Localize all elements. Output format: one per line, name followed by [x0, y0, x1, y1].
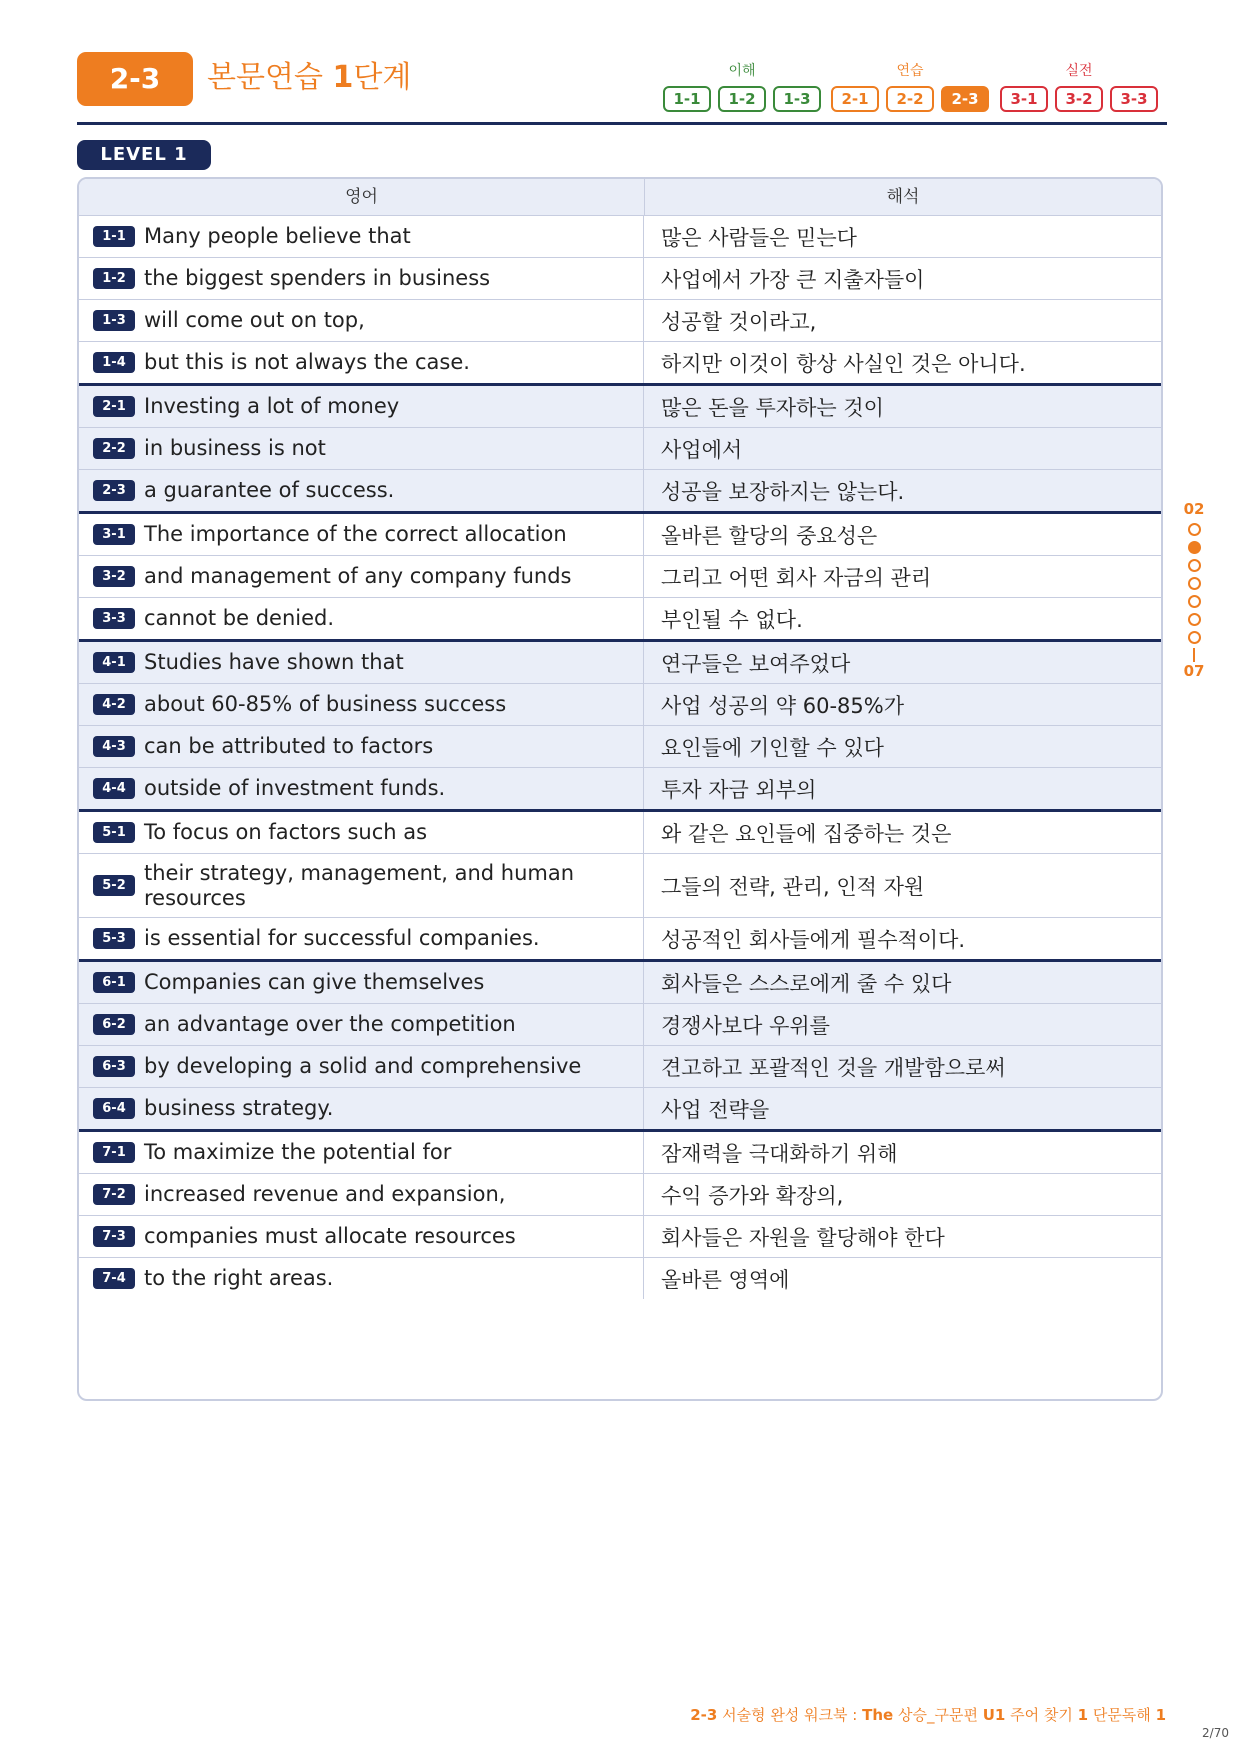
english-text: an advantage over the competition — [144, 1012, 516, 1036]
nav-button-2-3[interactable]: 2-3 — [941, 86, 989, 112]
table-row — [79, 216, 1161, 258]
english-text: outside of investment funds. — [144, 776, 446, 800]
active-dot-icon — [1188, 541, 1201, 554]
title-prefix: 본문연습 — [207, 60, 333, 95]
row-number-badge: 4-1 — [93, 652, 135, 673]
row-number-badge: 6-1 — [93, 972, 135, 993]
footer-unit: U1 — [982, 1706, 1006, 1724]
korean-text: 올바른 할당의 중요성은 — [661, 523, 878, 548]
row-number-badge: 7-3 — [93, 1226, 135, 1247]
footer-text-4: 단문독해 — [1088, 1706, 1156, 1724]
page-footer — [690, 1704, 1166, 1725]
table-row — [79, 1004, 1161, 1046]
table-row — [79, 918, 1161, 959]
sentence-group — [79, 639, 1161, 809]
korean-text: 사업 성공의 약 60-85%가 — [661, 693, 905, 718]
table-row — [79, 342, 1161, 383]
english-cell — [79, 962, 644, 1003]
table-row — [79, 726, 1161, 768]
korean-text: 회사들은 스스로에게 줄 수 있다 — [661, 971, 952, 996]
title-suffix: 단계 — [353, 60, 412, 95]
english-text: companies must allocate resources — [144, 1224, 516, 1248]
row-number-badge: 5-3 — [93, 928, 135, 949]
table-row — [79, 258, 1161, 300]
english-cell — [79, 216, 644, 257]
korean-text: 와 같은 요인들에 집중하는 것은 — [661, 821, 952, 846]
side-index-dots — [1183, 523, 1205, 644]
korean-text: 요인들에 기인할 수 있다 — [661, 735, 884, 760]
footer-text-2: 상승_구문편 — [893, 1706, 983, 1724]
english-text: To maximize the potential for — [144, 1140, 452, 1164]
row-number-badge: 6-4 — [93, 1098, 135, 1119]
english-text: Many people believe that — [144, 224, 411, 248]
row-number-badge: 7-1 — [93, 1142, 135, 1163]
side-index — [1183, 500, 1205, 680]
english-cell — [79, 1046, 644, 1087]
sentence-group — [79, 383, 1161, 511]
dot-icon — [1188, 613, 1201, 626]
row-number-badge: 2-2 — [93, 438, 135, 459]
english-text: increased revenue and expansion, — [144, 1182, 506, 1206]
korean-text: 그들의 전략, 관리, 인적 자원 — [661, 874, 925, 899]
row-number-badge: 6-3 — [93, 1056, 135, 1077]
table-row — [79, 1046, 1161, 1088]
header-divider — [77, 122, 1167, 125]
english-cell — [79, 1132, 644, 1173]
dot-icon — [1188, 595, 1201, 608]
english-cell — [79, 470, 644, 511]
english-cell — [79, 1216, 644, 1257]
table-row — [79, 1088, 1161, 1129]
sentence-group — [79, 959, 1161, 1129]
sentence-group — [79, 511, 1161, 639]
footer-brand: The — [862, 1706, 894, 1724]
english-cell — [79, 1088, 644, 1129]
nav-group-label: 이해 — [728, 63, 756, 79]
side-index-bar — [1193, 648, 1195, 662]
nav-button-1-2[interactable]: 1-2 — [718, 86, 766, 112]
korean-text: 부인될 수 없다. — [661, 607, 803, 632]
nav-group-label: 실전 — [1065, 63, 1093, 79]
nav-button-2-1[interactable]: 2-1 — [831, 86, 879, 112]
footer-code: 2-3 — [690, 1706, 718, 1724]
page-number: 2/70 — [1202, 1726, 1229, 1740]
english-text: Studies have shown that — [144, 650, 404, 674]
side-index-bottom: 07 — [1183, 662, 1205, 680]
korean-text: 경쟁사보다 우위를 — [661, 1013, 830, 1038]
korean-text: 사업에서 — [661, 437, 743, 462]
table-row — [79, 386, 1161, 428]
row-number-badge: 3-2 — [93, 566, 135, 587]
table-row — [79, 962, 1161, 1004]
english-text: the biggest spenders in business — [144, 266, 491, 290]
table-row — [79, 470, 1161, 511]
row-number-badge: 5-2 — [93, 875, 135, 896]
row-number-badge: 3-3 — [93, 608, 135, 629]
table-row — [79, 1174, 1161, 1216]
english-text: will come out on top, — [144, 308, 365, 332]
row-number-badge: 7-2 — [93, 1184, 135, 1205]
row-number-badge: 3-1 — [93, 524, 135, 545]
nav-button-2-2[interactable]: 2-2 — [886, 86, 934, 112]
row-number-badge: 4-4 — [93, 778, 135, 799]
dot-icon — [1188, 577, 1201, 590]
table-row — [79, 428, 1161, 470]
english-cell — [79, 1004, 644, 1045]
english-text: but this is not always the case. — [144, 350, 470, 374]
table-header — [79, 179, 1161, 216]
table-row — [79, 514, 1161, 556]
english-cell — [79, 556, 644, 597]
table-row — [79, 598, 1161, 639]
english-cell — [79, 684, 644, 725]
english-cell — [79, 1174, 644, 1215]
row-number-badge: 6-2 — [93, 1014, 135, 1035]
english-cell — [79, 300, 644, 341]
level-badge: LEVEL 1 — [77, 140, 211, 170]
english-text: and management of any company funds — [144, 564, 572, 588]
footer-text-1: 서술형 완성 워크북 : — [717, 1706, 863, 1724]
english-text: their strategy, management, and human resources — [144, 860, 575, 910]
korean-text: 성공을 보장하지는 않는다. — [661, 479, 905, 504]
sentence-group — [79, 809, 1161, 959]
table-row — [79, 556, 1161, 598]
row-number-badge: 1-1 — [93, 226, 135, 247]
section-badge: 2-3 — [77, 52, 193, 106]
english-cell — [79, 726, 644, 767]
side-index-top: 02 — [1183, 500, 1205, 518]
korean-text: 사업 전략을 — [661, 1097, 770, 1122]
english-text: Companies can give themselves — [144, 970, 485, 994]
english-cell — [79, 386, 644, 427]
row-number-badge: 2-1 — [93, 396, 135, 417]
english-cell — [79, 768, 644, 809]
table-body — [79, 216, 1161, 1299]
korean-text: 사업에서 가장 큰 지출자들이 — [661, 267, 925, 292]
translation-table — [77, 177, 1163, 1401]
table-row — [79, 812, 1161, 854]
sentence-group — [79, 216, 1161, 383]
table-row — [79, 642, 1161, 684]
korean-text: 하지만 이것이 항상 사실인 것은 아니다. — [661, 351, 1026, 376]
english-text: to the right areas. — [144, 1266, 334, 1290]
korean-text: 성공할 것이라고, — [661, 309, 817, 334]
nav-button-3-1[interactable]: 3-1 — [1000, 86, 1048, 112]
sentence-group — [79, 1129, 1161, 1299]
row-number-badge: 1-2 — [93, 268, 135, 289]
korean-text: 연구들은 보여주었다 — [661, 651, 851, 676]
nav-button-3-3[interactable]: 3-3 — [1110, 86, 1158, 112]
english-text: can be attributed to factors — [144, 734, 434, 758]
english-cell — [79, 342, 644, 383]
english-cell — [79, 514, 644, 555]
english-text: The importance of the correct allocation — [144, 522, 567, 546]
table-row — [79, 300, 1161, 342]
dot-icon — [1188, 559, 1201, 572]
dot-icon — [1188, 631, 1201, 644]
row-number-badge: 4-2 — [93, 694, 135, 715]
nav-group-label: 연습 — [896, 63, 924, 79]
korean-text: 견고하고 포괄적인 것을 개발함으로써 — [661, 1055, 1006, 1080]
english-cell — [79, 258, 644, 299]
korean-text: 많은 돈을 투자하는 것이 — [661, 395, 884, 420]
row-number-badge: 1-4 — [93, 352, 135, 373]
english-text: is essential for successful companies. — [144, 926, 540, 950]
english-text: by developing a solid and comprehensive — [144, 1054, 582, 1078]
english-text: about 60-85% of business success — [144, 692, 507, 716]
korean-text: 회사들은 자원을 할당해야 한다 — [661, 1225, 945, 1250]
row-number-badge: 1-3 — [93, 310, 135, 331]
english-text: Investing a lot of money — [144, 394, 400, 418]
title-number: 1 — [332, 60, 354, 95]
row-number-badge: 4-3 — [93, 736, 135, 757]
nav-button-1-3[interactable]: 1-3 — [773, 86, 821, 112]
english-cell — [79, 598, 644, 639]
table-row — [79, 1132, 1161, 1174]
nav-button-1-1[interactable]: 1-1 — [663, 86, 711, 112]
table-row — [79, 854, 1161, 918]
footer-num2: 1 — [1155, 1706, 1166, 1724]
english-cell — [79, 1258, 644, 1299]
english-cell — [79, 812, 644, 853]
table-row — [79, 684, 1161, 726]
korean-text: 그리고 어떤 회사 자금의 관리 — [661, 565, 932, 590]
english-text: business strategy. — [144, 1096, 334, 1120]
row-number-badge: 2-3 — [93, 480, 135, 501]
korean-text: 투자 자금 외부의 — [661, 777, 817, 802]
footer-text-3: 주어 찾기 — [1005, 1706, 1078, 1724]
row-number-badge: 5-1 — [93, 822, 135, 843]
table-row — [79, 1216, 1161, 1258]
english-text: in business is not — [144, 436, 326, 460]
english-text: a guarantee of success. — [144, 478, 395, 502]
footer-num: 1 — [1077, 1706, 1089, 1724]
english-text: cannot be denied. — [144, 606, 335, 630]
nav-button-3-2[interactable]: 3-2 — [1055, 86, 1103, 112]
header-korean: 해석 — [886, 187, 920, 207]
page-title — [207, 57, 411, 99]
korean-text: 성공적인 회사들에게 필수적이다. — [661, 927, 966, 952]
english-cell — [79, 428, 644, 469]
korean-text: 많은 사람들은 믿는다 — [661, 225, 857, 250]
korean-text: 수익 증가와 확장의, — [661, 1183, 844, 1208]
header-english: 영어 — [79, 179, 645, 215]
english-cell — [79, 918, 644, 959]
english-cell — [79, 642, 644, 683]
english-text: To focus on factors such as — [144, 820, 428, 844]
english-cell — [79, 854, 644, 917]
korean-text: 올바른 영역에 — [661, 1267, 790, 1292]
korean-text: 잠재력을 극대화하기 위해 — [661, 1141, 898, 1166]
table-row — [79, 768, 1161, 809]
row-number-badge: 7-4 — [93, 1268, 135, 1289]
dot-icon — [1188, 523, 1201, 536]
table-row — [79, 1258, 1161, 1299]
